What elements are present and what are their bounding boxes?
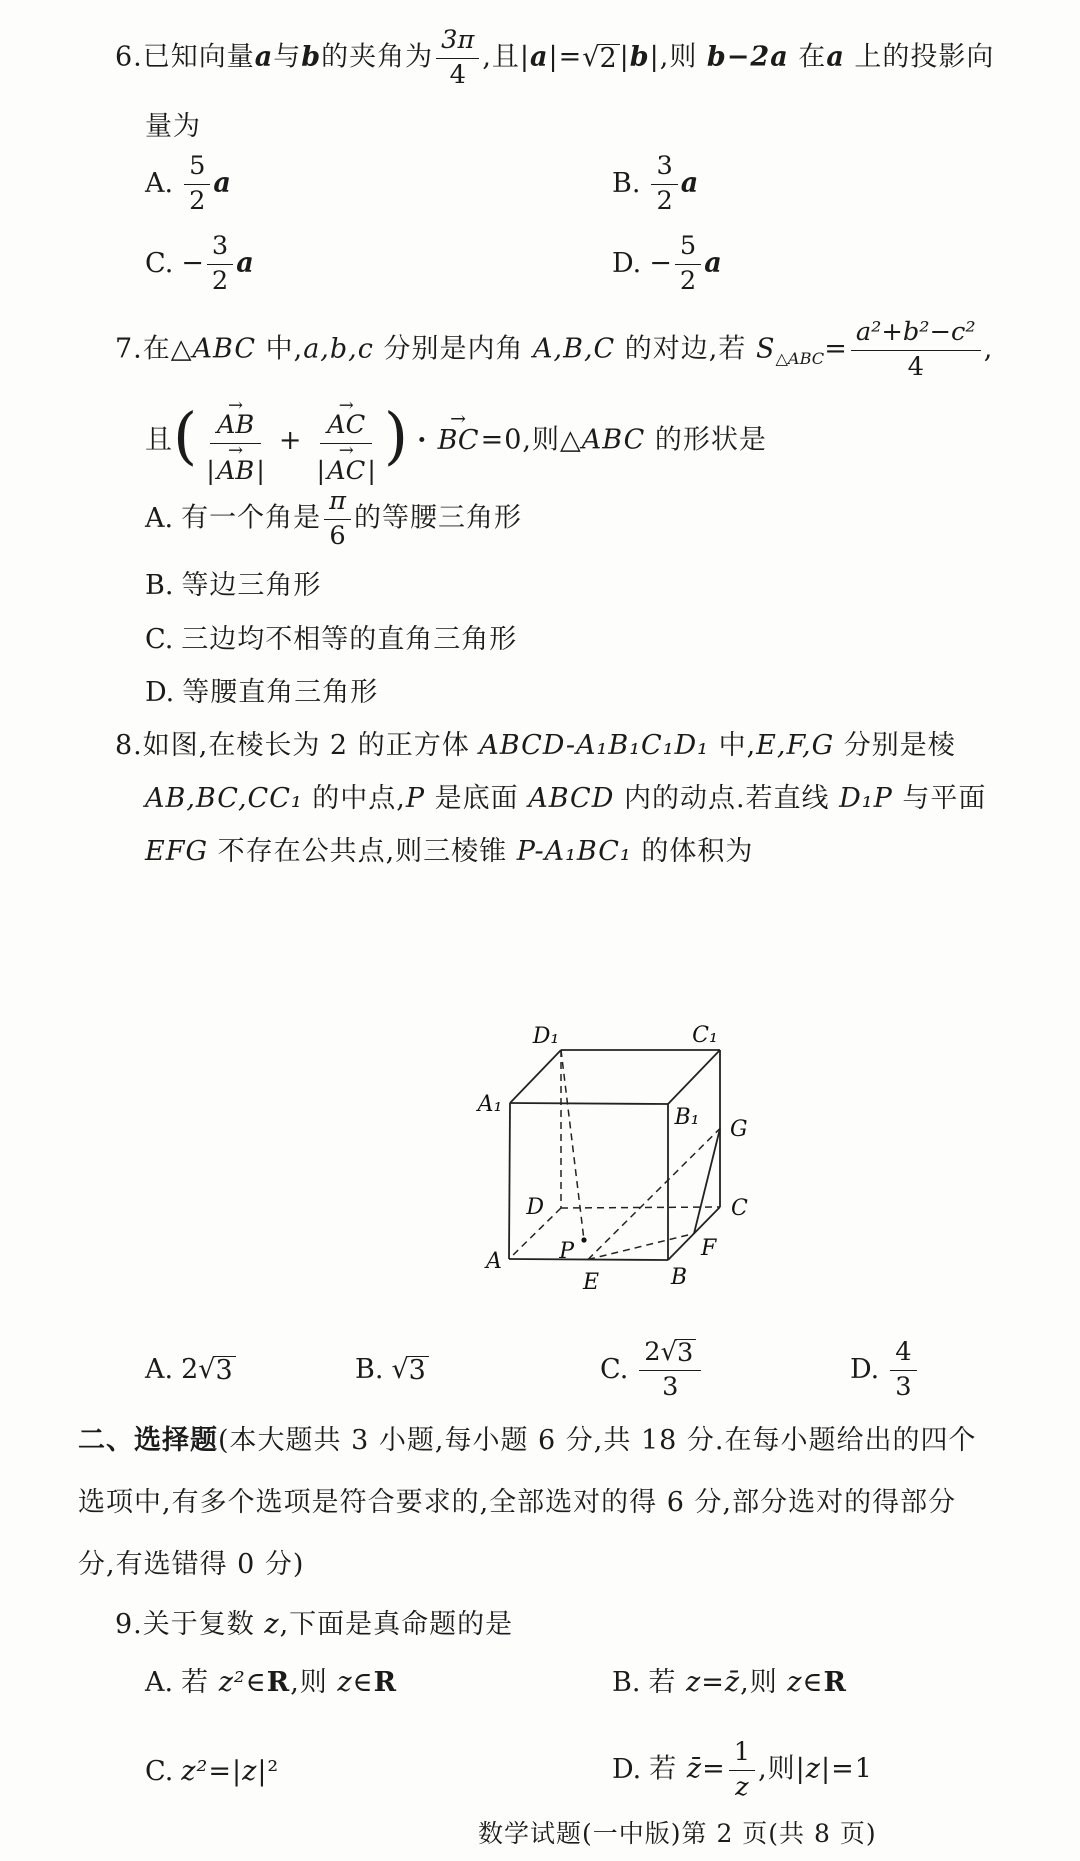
q8-line-1 — [115, 723, 956, 762]
option-label: B. — [612, 167, 641, 199]
q8-options — [145, 1328, 920, 1412]
complex-z: z — [787, 1667, 803, 1698]
q9-number: 9. — [115, 1609, 143, 1640]
minus-sign: − — [181, 247, 204, 279]
label-a: A — [486, 1249, 502, 1274]
z-conjugate: z̄ — [686, 1753, 703, 1785]
fraction-numerator: a²+b²−c² — [851, 318, 981, 351]
q7-text: 且 — [145, 424, 173, 456]
fraction-numerator: 5 — [184, 152, 210, 185]
cube-figure — [400, 1012, 760, 1307]
option-label: C. — [145, 624, 174, 655]
q8-text: 如图,在棱长为 2 的正方体 — [142, 730, 480, 761]
q7-text: 的对边,若 — [615, 333, 756, 365]
option-label: B. — [145, 570, 174, 601]
sqrt-3 — [198, 1356, 235, 1385]
vector-arrow-icon: → — [338, 440, 354, 462]
fraction — [675, 232, 701, 296]
option-text: |=1 — [820, 1753, 873, 1785]
q8-option-d — [850, 1338, 920, 1402]
vector-letters: AB — [216, 455, 255, 486]
q7-option-a — [145, 487, 522, 551]
label-d1: D₁ — [532, 1024, 560, 1049]
element-of-sign: ∈ — [352, 1667, 374, 1698]
vector-a: a — [254, 41, 274, 73]
element-of-sign: ∈ — [802, 1667, 824, 1698]
option-label: D. — [612, 1753, 642, 1785]
q6-option-b — [612, 152, 698, 216]
q8-line-3 — [145, 829, 753, 868]
option-text: 的等腰三角形 — [353, 502, 522, 534]
option-text: 若 — [649, 1753, 687, 1785]
option-label: D. — [612, 247, 642, 279]
equals-sign: = — [824, 333, 848, 365]
q9-option-b — [612, 1660, 847, 1699]
fraction-1-over-z — [729, 1738, 755, 1802]
section2-title: 二、选择题 — [78, 1425, 218, 1456]
fraction-numerator: 3π — [436, 26, 479, 59]
vector-b: b — [301, 41, 322, 73]
abs-bar: | — [206, 455, 215, 486]
fraction-unit-ac — [312, 396, 381, 486]
fraction-denominator: z — [735, 1771, 749, 1802]
fraction-unit-ab — [201, 396, 270, 486]
vector-AB — [215, 394, 256, 441]
q7-text: =0,则△ — [480, 424, 582, 456]
abs-close-squared: |² — [257, 1756, 280, 1787]
vector-a: a — [704, 247, 722, 279]
fraction — [651, 152, 677, 216]
vector-arrow-icon: → — [450, 408, 466, 431]
vector-BC — [436, 408, 481, 456]
fraction-denominator: 3 — [895, 1371, 912, 1402]
equals-sign: = — [702, 1753, 726, 1785]
edges: AB,BC,CC₁ — [145, 783, 303, 814]
vector-a: a — [236, 247, 254, 279]
fraction-denominator: 2 — [211, 265, 229, 296]
radicand: 3 — [214, 1356, 236, 1385]
fraction-numerator: 5 — [675, 232, 701, 265]
fraction — [639, 1338, 701, 1402]
option-label: B. — [355, 1354, 384, 1386]
radicand: 2 — [597, 44, 619, 73]
fraction-denominator — [312, 440, 381, 487]
q6-line-2 — [145, 104, 201, 143]
q7-text: 中, — [256, 333, 304, 365]
tetrahedron-name: P-A₁BC₁ — [516, 836, 632, 867]
close-paren: ) — [383, 399, 410, 473]
abs-bar: | — [367, 455, 376, 486]
radicand: 3 — [675, 1339, 696, 1367]
q9-option-d — [612, 1738, 873, 1802]
label-c: C — [731, 1196, 748, 1221]
fraction-denominator: 2 — [189, 185, 206, 216]
q8-text: 不存在公共点,则三棱锥 — [208, 836, 517, 867]
points-efg: E,F,G — [756, 730, 835, 761]
expression-b-minus-2a: b−2a — [706, 41, 789, 73]
vector-a: a — [680, 167, 699, 199]
q8-text: 的中点, — [302, 783, 406, 814]
section2-text: (本大题共 3 小题,每小题 6 分,共 18 分.在每小题给出的四个 — [218, 1425, 977, 1456]
equals-sign: = — [701, 1667, 725, 1698]
q9-text: ,下面是真命题的是 — [279, 1609, 514, 1640]
fraction-denominator: 4 — [907, 351, 924, 382]
option-label: D. — [145, 677, 175, 708]
option-text: 三边均不相等的直角三角形 — [181, 624, 518, 655]
fraction-area — [851, 318, 981, 382]
q9-text: 关于复数 — [142, 1609, 265, 1640]
q6-option-c — [145, 232, 254, 296]
radical-sign: √ — [582, 41, 600, 73]
fraction-denominator — [201, 440, 270, 487]
q6-text: 已知向量 — [142, 41, 255, 73]
option-text: 等边三角形 — [181, 570, 322, 601]
z-squared: z² — [218, 1667, 246, 1698]
section2-text: 选项中,有多个选项是符合要求的,全部选对的得 6 分,部分选对的得部分 — [78, 1487, 957, 1518]
fraction-numerator: π — [324, 487, 351, 520]
option-label: A. — [145, 1667, 174, 1698]
label-p: P — [559, 1239, 574, 1264]
fraction-numerator — [320, 396, 372, 444]
sqrt-2 — [582, 41, 619, 74]
reals-symbol: R — [823, 1667, 847, 1698]
q8-text: 分别是棱 — [834, 730, 956, 761]
q8-text: 是底面 — [425, 783, 529, 814]
cube-dashed-edges — [509, 1050, 720, 1260]
q6-option-d — [612, 232, 722, 296]
reals-symbol: R — [373, 1667, 398, 1698]
q6-text: 量为 — [145, 111, 201, 142]
dot-operator: · — [417, 424, 428, 456]
option-text: ,则| — [758, 1753, 806, 1785]
q6-text: 上的投影向 — [844, 41, 995, 73]
sqrt-3 — [391, 1356, 428, 1385]
sqrt-3 — [661, 1339, 697, 1367]
radical-sign: √ — [391, 1354, 409, 1386]
q8-text: 中, — [709, 730, 757, 761]
fraction-numerator: 3 — [651, 152, 677, 185]
label-b1: B₁ — [674, 1105, 700, 1130]
vector-a: a — [530, 41, 549, 73]
vector-AC — [325, 440, 367, 487]
fraction-denominator: 3 — [662, 1371, 679, 1402]
complex-z: z — [242, 1756, 258, 1787]
vector-a: a — [213, 167, 231, 199]
option-text: 有一个角是 — [181, 502, 322, 534]
option-label: A. — [145, 1354, 174, 1386]
option-label: C. — [145, 1756, 174, 1787]
z-conjugate: z̄ — [724, 1667, 741, 1698]
abs-bar: | — [316, 455, 326, 486]
fraction-pi-6 — [324, 487, 351, 551]
fraction-numerator: 4 — [890, 1338, 916, 1371]
label-d: D — [526, 1195, 544, 1220]
q8-option-a — [145, 1354, 355, 1385]
section2-text: 分,有选错得 0 分) — [78, 1549, 305, 1580]
complex-z: z — [264, 1609, 280, 1640]
q6-text: |,则 — [649, 41, 707, 73]
q6-text: |= — [548, 41, 583, 73]
fraction-denominator: 2 — [656, 185, 673, 216]
coefficient: 2 — [644, 1337, 661, 1367]
option-text: ,则 — [290, 1667, 338, 1698]
q8-text: 内的动点.若直线 — [614, 783, 840, 814]
fraction-numerator — [639, 1338, 701, 1371]
radicand: 3 — [407, 1356, 429, 1385]
complex-z: z — [686, 1667, 702, 1698]
area-subscript: △ABC — [775, 348, 825, 368]
label-e: E — [582, 1270, 600, 1295]
label-b: B — [670, 1265, 688, 1290]
option-text: 若 — [648, 1667, 687, 1698]
page-footer — [478, 1814, 877, 1850]
label-a1: A₁ — [477, 1092, 503, 1117]
radical-sign: √ — [660, 1337, 677, 1367]
complex-z: z — [337, 1667, 353, 1698]
q6-text: 与 — [273, 41, 302, 73]
option-label: C. — [600, 1353, 629, 1385]
label-f: F — [701, 1236, 717, 1261]
q6-text: | — [619, 41, 630, 73]
option-label: A. — [145, 502, 174, 534]
q6-option-a — [145, 152, 231, 216]
q8-number: 8. — [115, 730, 143, 761]
fraction — [207, 232, 233, 296]
section2-line-2 — [78, 1480, 956, 1519]
option-label: B. — [612, 1667, 641, 1698]
option-label: A. — [145, 167, 174, 199]
fraction — [184, 152, 210, 216]
open-paren: ( — [173, 399, 199, 473]
vector-b: b — [629, 41, 650, 73]
vector-letters: AB — [216, 410, 255, 440]
fraction-numerator — [210, 396, 261, 444]
vector-arrow-icon: → — [228, 394, 244, 416]
q9-option-c — [145, 1756, 279, 1787]
fraction-numerator: 3 — [207, 232, 233, 265]
option-label: D. — [850, 1353, 880, 1385]
label-g: G — [730, 1117, 748, 1142]
option-label: C. — [145, 247, 174, 279]
area-symbol: S — [755, 333, 776, 365]
fraction-denominator: 2 — [679, 265, 697, 296]
angles-abc: A,B,C — [533, 333, 616, 365]
q6-text: 的夹角为 — [321, 41, 434, 73]
line-d1p: D₁P — [839, 783, 893, 814]
q6-text: ,且| — [482, 41, 531, 73]
q7-text: , — [983, 333, 994, 365]
z-squared: z² — [181, 1756, 209, 1787]
q7-option-c — [145, 617, 517, 656]
triangle-abc: ABC — [192, 333, 257, 365]
q8-line-2 — [145, 776, 986, 815]
abs-bar: | — [256, 455, 265, 486]
minus-sign: − — [649, 247, 672, 279]
q7-text: 的形状是 — [645, 424, 767, 456]
element-of-sign: ∈ — [245, 1667, 267, 1698]
q9-option-a — [145, 1660, 397, 1699]
radical-sign: √ — [198, 1354, 216, 1386]
q7-number: 7. — [115, 333, 143, 365]
q8-option-b — [355, 1354, 600, 1385]
q8-option-c — [600, 1338, 850, 1402]
fraction — [890, 1338, 916, 1402]
q9-line-1 — [115, 1602, 513, 1641]
section2-line-3 — [78, 1542, 304, 1581]
point-p-dot — [581, 1237, 586, 1242]
point-p: P — [405, 783, 426, 814]
label-c1: C₁ — [692, 1023, 718, 1048]
q7-text: 在△ — [142, 333, 193, 365]
q7-option-d — [145, 670, 378, 709]
q6-line-1 — [115, 26, 994, 90]
vector-arrow-icon: → — [338, 394, 354, 416]
sides-abc: a,b,c — [303, 333, 374, 365]
triangle-abc: ABC — [581, 424, 646, 456]
q6-number: 6. — [115, 41, 143, 73]
plane-efg: EFG — [145, 836, 209, 867]
q7-line-2 — [145, 396, 767, 486]
fraction-denominator: 4 — [449, 59, 466, 90]
q8-text: 的体积为 — [631, 836, 754, 867]
option-text: 若 — [181, 1667, 219, 1698]
fraction-numerator: 1 — [729, 1738, 755, 1771]
vector-a: a — [826, 41, 845, 73]
section2-line-1 — [78, 1418, 977, 1457]
q7-text: 分别是内角 — [373, 333, 534, 365]
vector-letters: BC — [437, 424, 479, 456]
q7-line-1 — [115, 318, 993, 382]
equals-abs-open: =| — [208, 1756, 243, 1787]
vector-AB — [215, 440, 256, 487]
plus-sign: + — [278, 424, 303, 456]
base-abcd: ABCD — [528, 783, 615, 814]
q8-text: 与平面 — [892, 783, 987, 814]
vector-AC — [325, 394, 367, 441]
fraction-3pi-4 — [436, 26, 479, 90]
vector-letters: AC — [327, 410, 366, 440]
option-text: 等腰直角三角形 — [182, 677, 379, 708]
vector-letters: AC — [327, 455, 366, 486]
fraction-denominator: 6 — [329, 520, 346, 551]
q6-text: 在 — [788, 41, 827, 73]
option-text: ,则 — [740, 1667, 788, 1698]
footer-text: 数学试题(一中版)第 2 页(共 8 页) — [478, 1819, 877, 1848]
complex-z: z — [805, 1753, 821, 1785]
reals-symbol: R — [266, 1667, 291, 1698]
vector-arrow-icon: → — [228, 440, 244, 462]
cube-name: ABCD-A₁B₁C₁D₁ — [479, 730, 709, 761]
coefficient: 2 — [181, 1354, 199, 1386]
q7-option-b — [145, 563, 321, 602]
